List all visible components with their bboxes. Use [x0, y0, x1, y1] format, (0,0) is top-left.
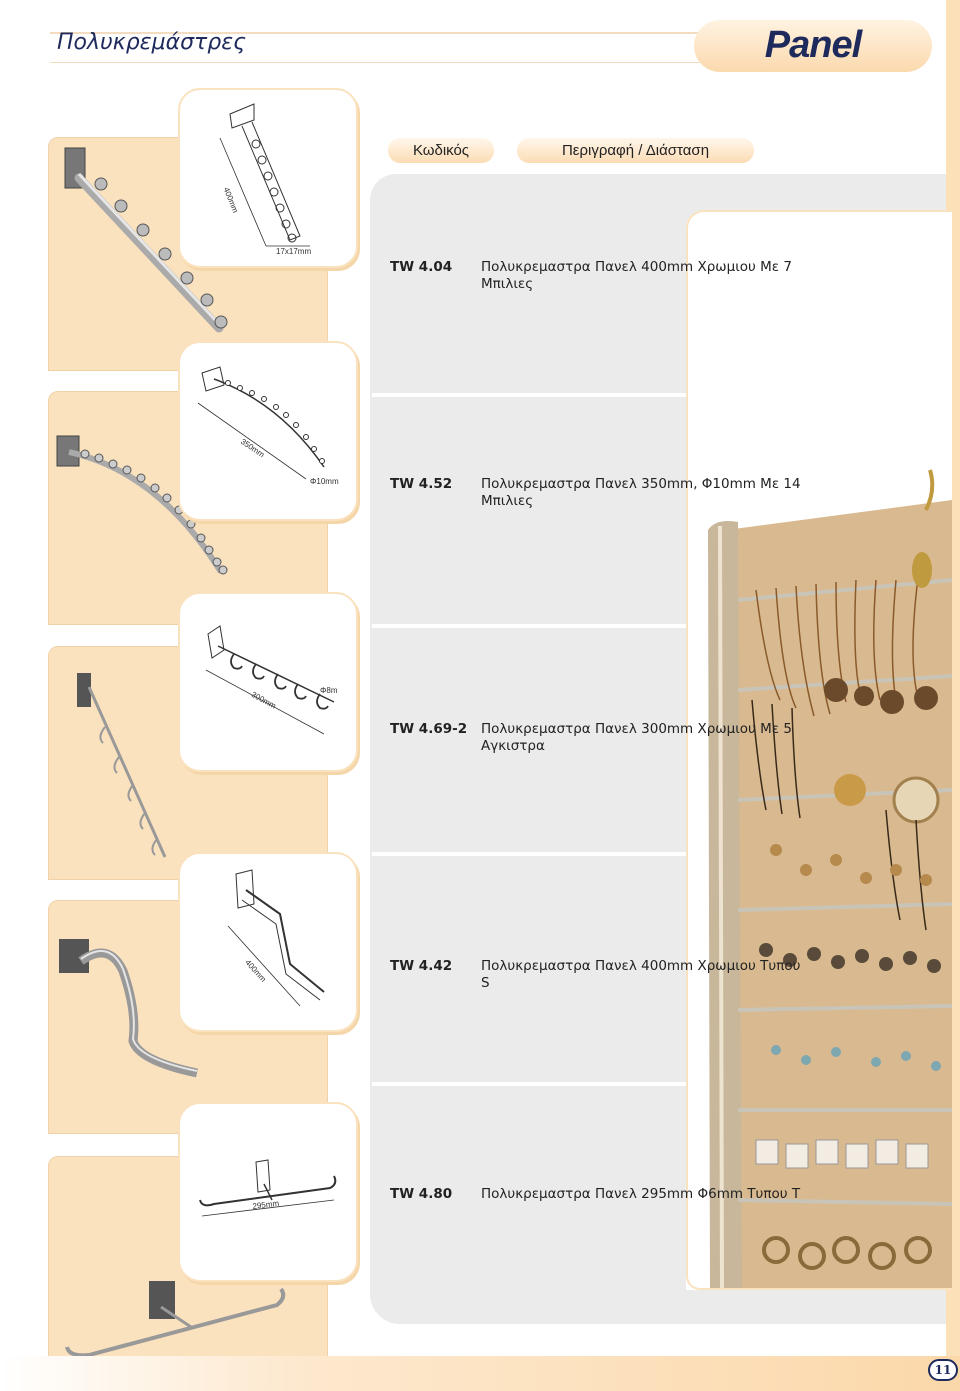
- column-header-code: Κωδικός: [388, 138, 494, 163]
- product-description: Πολυκρεμαστρα Πανελ 400mm Χρωμιου Τυπου S: [481, 958, 801, 991]
- dimension-label: 17x17mm: [276, 247, 312, 256]
- product-code: TW 4.42: [390, 958, 453, 974]
- page-number: 11: [928, 1359, 958, 1381]
- product-description: Πολυκρεμαστρα Πανελ 400mm Χρωμιου Με 7 Μπιλιες: [481, 259, 792, 292]
- product-drawing-5: [178, 1102, 358, 1282]
- product-drawing-3: [178, 592, 358, 772]
- dimension-label: 400mm: [221, 186, 240, 215]
- product-description: Πολυκρεμαστρα Πανελ 350mm, Φ10mm Με 14 Μπιλιες: [481, 476, 801, 509]
- dimension-label: 295mm: [252, 1198, 280, 1211]
- product-description: Πολυκρεμαστρα Πανελ 300mm Χρωμιου Με 5 Αγκιστρα: [481, 721, 792, 754]
- column-header-description: Περιγραφή / Διάσταση: [517, 138, 754, 163]
- page-title: Πολυκρεμάστρες: [57, 30, 247, 55]
- dimension-label: 300mm: [249, 690, 278, 711]
- product-code: TW 4.04: [390, 259, 453, 275]
- brand-pill: [694, 20, 932, 72]
- dimension-label: Φ10mm: [310, 477, 339, 486]
- dimension-label: 350mm: [238, 437, 267, 460]
- product-drawing-2: [178, 341, 358, 521]
- footer-bar: [0, 1356, 960, 1391]
- product-code: TW 4.52: [390, 476, 453, 492]
- product-code: TW 4.80: [390, 1186, 453, 1202]
- product-drawing-1: [178, 88, 358, 268]
- product-drawing-4: [178, 852, 358, 1032]
- dimension-label: Φ8m: [320, 686, 338, 695]
- header-rule-bottom: [50, 62, 700, 63]
- brand-label: Panel: [764, 24, 862, 66]
- product-description: Πολυκρεμαστρα Πανελ 295mm Φ6mm Τυπου Τ: [481, 1186, 801, 1202]
- dimension-label: 400mm: [243, 958, 268, 984]
- product-code: TW 4.69-2: [390, 721, 468, 737]
